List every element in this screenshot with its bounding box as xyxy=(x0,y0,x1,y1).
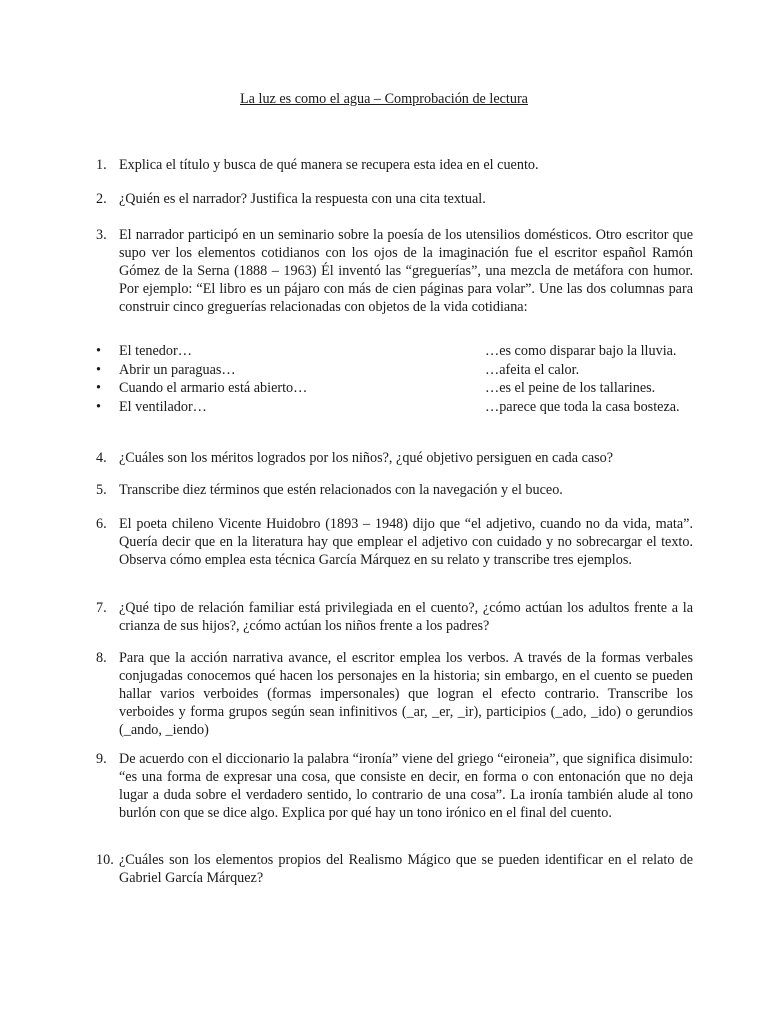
gregueria-row xyxy=(96,342,696,361)
gregueria-left-item: El ventilador… xyxy=(119,398,207,415)
question-4 xyxy=(96,449,693,467)
question-10 xyxy=(96,851,693,887)
question-6 xyxy=(96,515,693,569)
question-number: 10. xyxy=(96,852,114,868)
bullet-icon: • xyxy=(96,343,101,359)
question-number: 7. xyxy=(96,600,107,616)
bullet-icon: • xyxy=(96,380,101,396)
gregueria-right-item: …es el peine de los tallarines. xyxy=(485,380,656,396)
question-text: El poeta chileno Vicente Huidobro (1893 – 1948) dijo que “el adjetivo, cuando no da vida, mata”. Quería decir que en la literatura hay que emplear el adjetivo con cuidado y no sobrecargar el texto. Observa cómo emplea esta técnica García Márquez en su relato y transcribe tres ejemplos. xyxy=(119,516,693,568)
gregueria-row xyxy=(96,361,696,380)
question-2 xyxy=(96,190,693,208)
question-number: 5. xyxy=(96,482,107,498)
question-text: ¿Qué tipo de relación familiar está privilegiada en el cuento?, ¿cómo actúan los adultos frente a la crianza de sus hijos?, ¿cómo actúan los niños frente a los padres? xyxy=(119,600,693,634)
question-text: Explica el título y busca de qué manera se recupera esta idea en el cuento. xyxy=(119,157,539,173)
question-number: 8. xyxy=(96,650,107,666)
gregueria-row xyxy=(96,379,696,398)
gregueria-right-item: …parece que toda la casa bosteza. xyxy=(485,398,680,415)
gregueria-right-item: …afeita el calor. xyxy=(485,361,580,378)
question-number: 2. xyxy=(96,191,107,207)
question-text: ¿Quién es el narrador? Justifica la respuesta con una cita textual. xyxy=(119,191,486,207)
question-8 xyxy=(96,649,693,739)
question-text: ¿Cuáles son los elementos propios del Realismo Mágico que se pueden identificar en el relato de Gabriel García Márquez? xyxy=(119,852,693,886)
gregueria-left-item: Cuando el armario está abierto… xyxy=(119,380,308,396)
question-3 xyxy=(96,226,693,316)
bullet-icon: • xyxy=(96,361,101,378)
question-1 xyxy=(96,156,693,174)
question-text: Para que la acción narrativa avance, el escritor emplea los verbos. A través de la formas verbales conjugadas conocemos qué hacen los personajes en la historia; sin embargo, en el cuento se pueden hallar varios verboides (formas impersonales) que logran el efecto contrario. Transcribe los verboides y forma grupos según sean infinitivos (_ar, _er, _ir), participios (_ado, _ido) o gerundios (_ando, _iendo) xyxy=(119,650,693,738)
bullet-icon: • xyxy=(96,398,101,415)
question-number: 4. xyxy=(96,450,107,466)
gregueria-left-item: El tenedor… xyxy=(119,343,192,359)
page-title: La luz es como el agua – Comprobación de lectura xyxy=(240,91,528,107)
question-text: De acuerdo con el diccionario la palabra “ironía” viene del griego “eironeia”, que significa disimulo: “es una forma de expresar una cosa, que consiste en decir, en forma o con entonación que no deja lugar a duda sobre el verdadero sentido, lo contrario de una cosa”. La ironía también alude al tono burlón con que se dice algo. Explica por qué hay un tono irónico en el final del cuento. xyxy=(119,751,693,821)
question-9 xyxy=(96,750,693,822)
question-number: 1. xyxy=(96,157,107,173)
question-7 xyxy=(96,599,693,635)
gregueria-row xyxy=(96,398,696,417)
question-number: 3. xyxy=(96,227,107,243)
question-number: 9. xyxy=(96,751,107,767)
question-5 xyxy=(96,481,693,499)
question-text: El narrador participó en un seminario sobre la poesía de los utensilios domésticos. Otro escritor que supo ver los elementos cotidianos con los ojos de la imaginación fue el escritor español Ramón Gómez de la Serna (1888 – 1963) Él inventó las “greguerías”, una mezcla de metáfora con humor. Por ejemplo: “El libro es un pájaro con más de cien páginas para volar”. Une las dos columnas para construir cinco greguerías relacionadas con objetos de la vida cotidiana: xyxy=(119,227,693,315)
gregueria-left-item: Abrir un paraguas… xyxy=(119,361,236,378)
question-text: ¿Cuáles son los méritos logrados por los niños?, ¿qué objetivo persiguen en cada caso? xyxy=(119,450,614,466)
gregueria-columns xyxy=(96,342,696,416)
question-text: Transcribe diez términos que estén relacionados con la navegación y el buceo. xyxy=(119,482,563,498)
gregueria-right-item: …es como disparar bajo la lluvia. xyxy=(485,343,677,359)
question-number: 6. xyxy=(96,516,107,532)
